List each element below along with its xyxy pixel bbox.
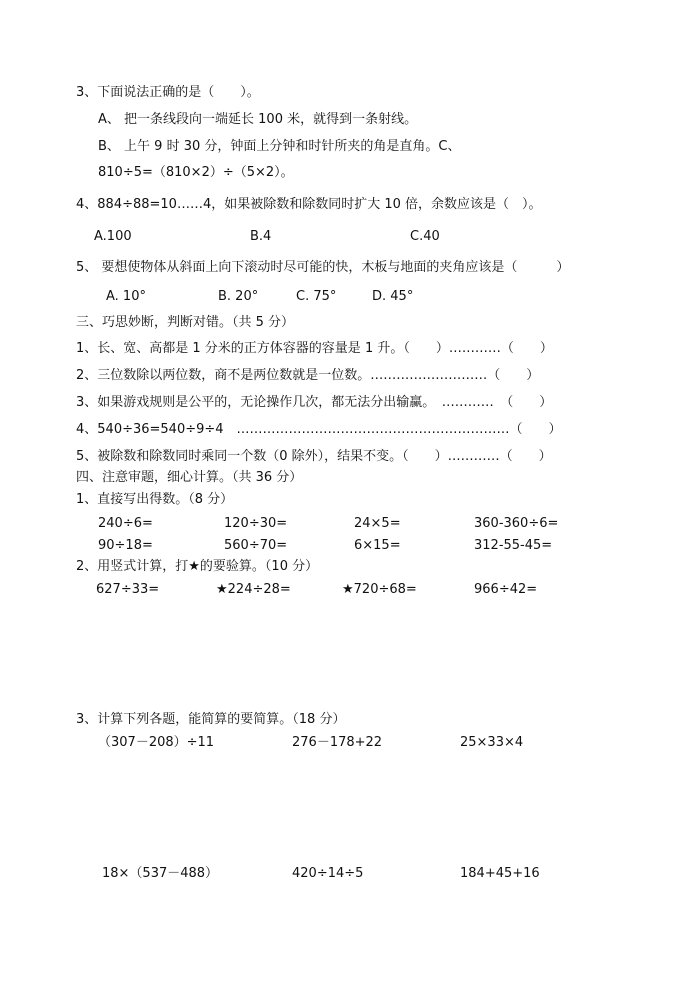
vertical-calc-4: 966÷42=	[474, 582, 538, 597]
section3-title: 三、巧思妙断，判断对错。（共 5 分）	[76, 315, 295, 330]
simplify-calc-3: 25×33×4	[460, 735, 524, 750]
q3-option-a: A、 把一条线段向一端延长 100 米，就得到一条射线。	[98, 112, 418, 127]
q4-stem: 4、884÷88=10……4，如果被除数和除数同时扩大 10 倍，余数应该是（ ）。	[76, 197, 542, 212]
section3-item-1: 1、长、宽、高都是 1 分米的正方体容器的容量是 1 升。（ ）…………（ ）	[76, 341, 553, 356]
section3-item-2: 2、三位数除以两位数，商不是两位数就是一位数。………………………（ ）	[76, 368, 540, 383]
q4-option-c: C.40	[410, 229, 440, 244]
mental-calc-8: 312-55-45=	[474, 538, 553, 553]
vertical-calc-1: 627÷33=	[96, 582, 160, 597]
q4-option-b: B.4	[250, 229, 272, 244]
section4-part1-title: 1、直接写出得数。（8 分）	[76, 492, 234, 507]
section4-title: 四、注意审题，细心计算。（共 36 分）	[76, 470, 303, 485]
q5-stem: 5、 要想使物体从斜面上向下滚动时尽可能的快，木板与地面的夹角应该是（ ）	[76, 260, 570, 275]
vertical-calc-3: ★720÷68=	[342, 582, 417, 597]
simplify-calc-6: 184+45+16	[460, 866, 540, 881]
q4-option-a: A.100	[94, 229, 132, 244]
section3-item-3: 3、如果游戏规则是公平的，无论操作几次，都无法分出输赢。 ………… （ ）	[76, 395, 553, 410]
q3-stem: 3、下面说法正确的是（ ）。	[76, 85, 260, 100]
q5-option-d: D. 45°	[372, 289, 414, 304]
q3-option-c-formula: 810÷5=（810×2）÷（5×2）。	[98, 165, 294, 180]
vertical-calc-2: ★224÷28=	[216, 582, 291, 597]
simplify-calc-1: （307－208）÷11	[98, 735, 215, 750]
q5-option-b: B. 20°	[218, 289, 259, 304]
mental-calc-6: 560÷70=	[224, 538, 288, 553]
mental-calc-1: 240÷6=	[98, 516, 153, 531]
simplify-calc-4: 18×（537－488）	[102, 866, 219, 881]
simplify-calc-5: 420÷14÷5	[292, 866, 364, 881]
section3-item-4: 4、540÷36=540÷9÷4 ………………………………………………………（ ）	[76, 422, 562, 437]
mental-calc-2: 120÷30=	[224, 516, 288, 531]
mental-calc-4: 360-360÷6=	[474, 516, 559, 531]
mental-calc-7: 6×15=	[354, 538, 401, 553]
mental-calc-5: 90÷18=	[98, 538, 153, 553]
section4-part2-title: 2、用竖式计算，打★的要验算。（10 分）	[76, 559, 319, 574]
q3-option-b: B、 上午 9 时 30 分，钟面上分钟和时针所夹的角是直角。C、	[98, 139, 461, 154]
q5-option-c: C. 75°	[296, 289, 337, 304]
section3-item-5: 5、被除数和除数同时乘同一个数（0 除外），结果不变。（ ）…………（ ）	[76, 449, 552, 464]
q5-option-a: A. 10°	[106, 289, 146, 304]
simplify-calc-2: 276－178+22	[292, 735, 383, 750]
mental-calc-3: 24×5=	[354, 516, 401, 531]
section4-part3-title: 3、计算下列各题，能简算的要简算。（18 分）	[76, 712, 346, 727]
